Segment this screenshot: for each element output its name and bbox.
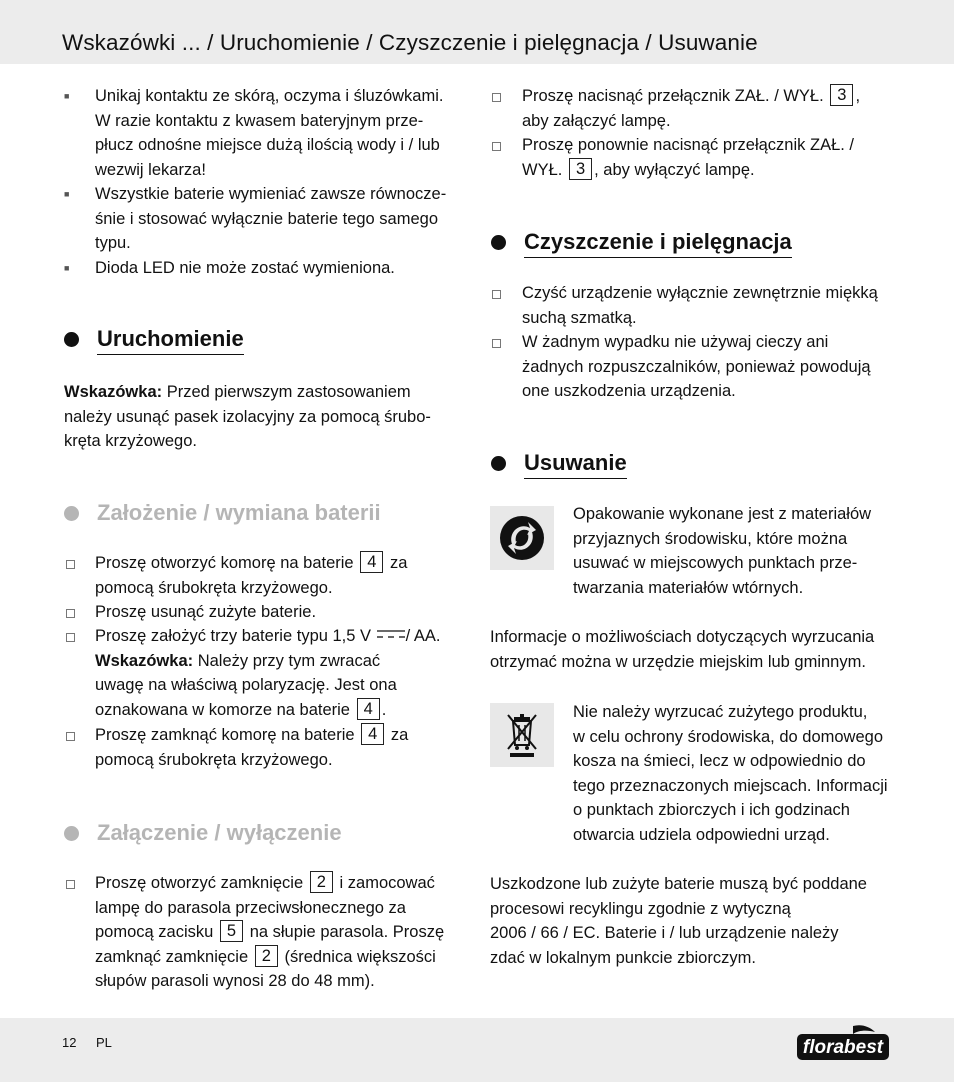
text-part: zamknąć zamknięcie xyxy=(95,947,249,966)
text-line: twarzania materiałów wtórnych. xyxy=(573,578,804,597)
checkbox-bullet-icon xyxy=(66,880,75,889)
text-part: Proszę założyć trzy baterie typu 1,5 V xyxy=(95,627,372,645)
switch-step xyxy=(95,871,444,994)
text-part: Proszę otworzyć zamknięcie xyxy=(95,874,304,892)
heading-bullet-icon xyxy=(491,456,506,471)
heading-text: Usuwanie xyxy=(524,450,627,479)
square-bullet-icon: ■ xyxy=(64,189,70,199)
heading-bullet-icon xyxy=(491,235,506,250)
switch-step xyxy=(522,133,854,182)
language-code: PL xyxy=(96,1035,112,1050)
text-part: / AA. xyxy=(405,627,441,645)
text-line: wezwij lekarza! xyxy=(95,160,206,179)
text-line: Nie należy wyrzucać zużytego produktu, xyxy=(573,703,868,721)
text-line: przyjaznych środowisku, które można xyxy=(573,529,848,548)
text-line: Czyść urządzenie wyłącznie zewnętrznie miękką xyxy=(522,284,878,302)
text-line: śnie i stosować wyłącznie baterie tego samego xyxy=(95,209,439,228)
text-line: lampę do parasola przeciwsłonecznego za xyxy=(95,898,406,917)
warning-item xyxy=(95,256,395,281)
checkbox-bullet-icon xyxy=(492,339,501,348)
heading-text: Czyszczenie i pielęgnacja xyxy=(524,229,792,258)
part-number: 3 xyxy=(569,158,592,180)
text-line: pomocą śrubokręta krzyżowego. xyxy=(95,750,333,769)
text-line: Opakowanie wykonane jest z materiałów xyxy=(573,505,872,523)
text-line: Przed pierwszym zastosowaniem xyxy=(162,383,411,401)
crossed-out-bin-icon xyxy=(490,703,554,767)
text-line: w celu ochrony środowiska, do domowego xyxy=(573,727,883,746)
note-label: Wskazówka: xyxy=(95,651,194,670)
heading-bullet-icon xyxy=(64,506,79,521)
heading-text: Założenie / wymiana baterii xyxy=(97,500,381,525)
text-line: słupów parasoli wynosi 28 do 48 mm). xyxy=(95,972,375,990)
text-part: Proszę zamknąć komorę na baterie xyxy=(95,726,355,744)
packaging-paragraph xyxy=(573,502,871,600)
checkbox-bullet-icon xyxy=(66,609,75,618)
checkbox-bullet-icon xyxy=(66,732,75,741)
text-line: pomocą śrubokręta krzyżowego. xyxy=(95,578,333,597)
text-line: Uszkodzone lub zużyte baterie muszą być poddane xyxy=(490,875,867,893)
square-bullet-icon: ■ xyxy=(64,263,70,273)
brand-text: florabest xyxy=(802,1037,884,1058)
checkbox-bullet-icon xyxy=(66,560,75,569)
text-part: . xyxy=(381,700,387,719)
uruchomienie-note xyxy=(64,380,431,454)
text-line: kosza na śmieci, lecz w odpowiednio do xyxy=(573,752,866,770)
text-line: one uszkodzenia urządzenia. xyxy=(522,382,736,400)
dc-symbol-icon xyxy=(376,628,406,640)
battery-step xyxy=(95,600,316,625)
text-part: Proszę otworzyć komorę na baterie xyxy=(95,554,354,572)
page-title: Wskazówki ... / Uruchomienie / Czyszczenie i pielęgnacja / Usuwanie xyxy=(62,30,758,55)
cleaning-item xyxy=(522,330,871,404)
warning-item xyxy=(95,84,443,182)
text-part: Proszę nacisnąć przełącznik ZAŁ. / WYŁ. xyxy=(522,87,824,105)
text-line: procesowi recyklingu zgodnie z wytyczną xyxy=(490,899,791,918)
text-part: na słupie parasola. Proszę xyxy=(249,923,445,941)
checkbox-bullet-icon xyxy=(66,633,75,642)
text-line: otrzymać można w urzędzie miejskim lub gminnym. xyxy=(490,652,866,671)
text-line: W razie kontaktu z kwasem bateryjnym prze- xyxy=(95,111,424,130)
text-line: należy usunąć pasek izolacyjny za pomocą śrubo- xyxy=(64,407,431,426)
text-line: płucz odnośne miejsce dużą ilością wody i / lub xyxy=(95,136,440,154)
battery-step xyxy=(95,723,408,772)
part-number: 4 xyxy=(357,698,380,720)
text-line: Proszę ponownie nacisnąć przełącznik ZAŁ. / xyxy=(522,136,854,154)
heading-bullet-icon xyxy=(64,332,79,347)
battery-step xyxy=(95,551,407,600)
text-part: i zamocować xyxy=(339,874,435,892)
text-part: pomocą zacisku xyxy=(95,923,214,941)
text-line: kręta krzyżowego. xyxy=(64,432,197,450)
text-line: o punktach zbiorczych i ich godzinach xyxy=(573,801,850,819)
text-line: Unikaj kontaktu ze skórą, oczyma i śluzówkami. xyxy=(95,87,444,105)
text-line: Informacje o możliwościach dotyczących wyrzucania xyxy=(490,628,875,646)
text-line: Proszę usunąć zużyte baterie. xyxy=(95,603,317,621)
text-line: żadnych rozpuszczalników, ponieważ powodują xyxy=(522,357,871,376)
part-number: 3 xyxy=(830,84,853,106)
text-part: oznakowana w komorze na baterie xyxy=(95,700,350,719)
text-line: Dioda LED nie może zostać wymieniona. xyxy=(95,259,395,277)
note-label: Wskazówka: xyxy=(64,383,163,401)
checkbox-bullet-icon xyxy=(492,290,501,299)
text-line: Wszystkie baterie wymieniać zawsze równocze- xyxy=(95,185,447,203)
florabest-logo xyxy=(795,1024,891,1067)
info-paragraph xyxy=(490,625,874,674)
text-line: aby załączyć lampę. xyxy=(522,111,671,130)
page-number: 12 xyxy=(62,1035,77,1050)
text-part: Należy przy tym zwracać xyxy=(193,651,381,670)
cleaning-item xyxy=(522,281,878,330)
part-number: 4 xyxy=(360,551,383,573)
heading-bullet-icon xyxy=(64,826,79,841)
part-number: 5 xyxy=(220,920,243,942)
checkbox-bullet-icon xyxy=(492,142,501,151)
part-number: 4 xyxy=(361,723,384,745)
text-line: otwarcia udziela odpowiedni urząd. xyxy=(573,825,830,844)
battery-step xyxy=(95,624,441,722)
text-line: uwagę na właściwą polaryzację. Jest ona xyxy=(95,676,397,694)
square-bullet-icon: ■ xyxy=(64,91,70,101)
part-number: 2 xyxy=(310,871,333,893)
green-dot-recycling-icon xyxy=(490,506,554,570)
text-line: tego przeznaczonych miejscach. Informacji xyxy=(573,776,888,795)
text-part: , xyxy=(855,87,861,105)
text-line: typu. xyxy=(95,234,131,252)
text-part: , aby wyłączyć lampę. xyxy=(594,160,755,179)
heading-text: Załączenie / wyłączenie xyxy=(97,820,342,845)
heading-text: Uruchomienie xyxy=(97,326,244,355)
text-line: W żadnym wypadku nie używaj cieczy ani xyxy=(522,333,829,351)
text-part: za xyxy=(390,554,408,572)
text-line: 2006 / 66 / EC. Baterie i / lub urządzenie należy xyxy=(490,924,839,942)
weee-paragraph xyxy=(573,700,888,847)
text-line: zdać w lokalnym punkcie zbiorczym. xyxy=(490,948,756,967)
battery-disposal-paragraph xyxy=(490,872,867,970)
part-number: 2 xyxy=(255,945,278,967)
text-part: (średnica większości xyxy=(284,947,436,966)
text-line: suchą szmatką. xyxy=(522,308,637,327)
text-line: usuwać w miejscowych punktach prze- xyxy=(573,554,858,572)
checkbox-bullet-icon xyxy=(492,93,501,102)
switch-step xyxy=(522,84,860,133)
warning-item xyxy=(95,182,446,256)
text-part: WYŁ. xyxy=(522,160,563,179)
text-part: za xyxy=(390,726,409,744)
